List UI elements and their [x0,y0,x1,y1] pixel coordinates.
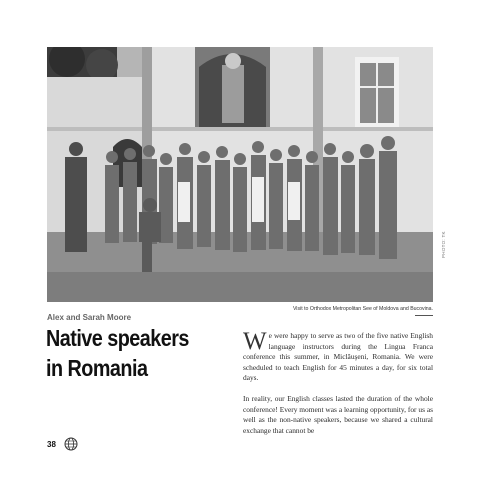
caption-rule [415,315,433,316]
photo-caption: Visit to Orthodox Metropolitan See of Moldova and Bucovina. [292,306,433,312]
article-body [243,328,433,446]
title-line-2: in Romania [46,355,148,381]
page-number: 38 [47,440,56,449]
paragraph-1-text: e were happy to serve as two of the five native English language instructors during the Lingua Franca conference this summer, in Miclăuşeni, Romania. We were scheduled to teach English for 45 minutes a day, for six total days. [243,331,433,383]
group-photo [47,47,433,302]
photo-credit: PHOTO: TK [441,231,446,258]
article-title [46,323,236,383]
paragraph-2: In reality, our English classes lasted the duration of the whole conference! Every moment was a learning opportunity, for us as well as the non-native speakers, because we shared a cultural exchange that cannot be [243,393,433,435]
title-line-1: Native speakers [46,325,189,351]
paragraph-1 [243,328,433,384]
drop-cap: W [243,328,267,355]
article-authors: Alex and Sarah Moore [47,313,132,322]
globe-icon [64,437,78,451]
